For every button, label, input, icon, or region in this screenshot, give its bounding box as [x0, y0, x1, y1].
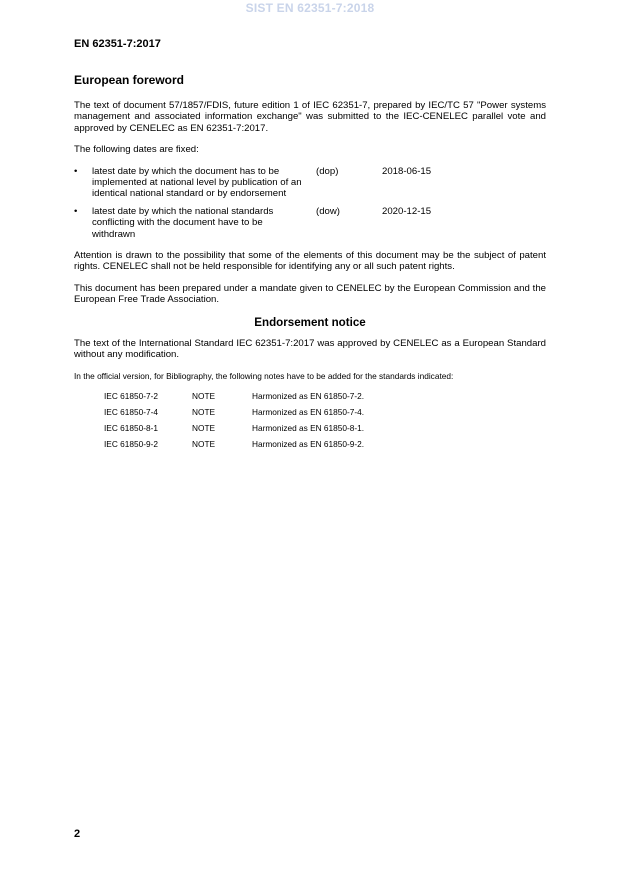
note-type: NOTE	[192, 439, 216, 450]
date-item	[74, 166, 546, 200]
document-id: EN 62351-7:2017	[74, 38, 161, 50]
page-number: 2	[74, 828, 81, 840]
note-standard: IEC 61850-7-4	[104, 406, 158, 417]
date-item-text: latest date by which the document has to be implemented at national level by publication of an identical national standard or by endorsement	[92, 165, 302, 200]
date-item-date: 2018-06-15	[382, 165, 432, 177]
note-type: NOTE	[192, 423, 216, 434]
note-standard: IEC 61850-8-1	[104, 423, 158, 434]
note-text: Harmonized as EN 61850-8-1.	[252, 423, 365, 434]
page-content	[74, 73, 546, 456]
attention-paragraph: Attention is drawn to the possibility that some of the elements of this document may be the subject of patent rights. CENELEC shall not be held responsible for identifying any or all such patent rights.	[74, 250, 546, 273]
date-item-abbr: (dow)	[316, 205, 340, 217]
note-standard: IEC 61850-9-2	[104, 439, 158, 450]
note-type: NOTE	[192, 390, 216, 401]
foreword-intro: The text of document 57/1857/FDIS, future edition 1 of IEC 62351-7, prepared by IEC/TC 57 "Power systems management and associated information exchange" was submitted to the IEC-CENELEC parallel vote and approved by CENELEC as EN 62351-7:2017.	[74, 100, 546, 134]
date-item-text: latest date by which the national standards conflicting with the document have to be withdrawn	[92, 205, 274, 240]
table-row	[104, 439, 364, 455]
note-type: NOTE	[192, 406, 216, 417]
dates-intro: The following dates are fixed:	[74, 144, 199, 156]
note-text: Harmonized as EN 61850-9-2.	[252, 439, 365, 450]
foreword-title: European foreword	[74, 73, 185, 87]
note-text: Harmonized as EN 61850-7-2.	[252, 390, 365, 401]
table-row	[104, 407, 364, 423]
bibliography-notes-table	[104, 391, 364, 456]
dates-list	[74, 166, 546, 240]
watermark-text: SIST EN 62351-7:2018	[245, 1, 375, 15]
table-row	[104, 423, 364, 439]
note-standard: IEC 61850-7-2	[104, 390, 158, 401]
bullet-icon: •	[74, 205, 78, 217]
note-text: Harmonized as EN 61850-7-4.	[252, 406, 365, 417]
date-item	[74, 206, 546, 240]
mandate-paragraph: This document has been prepared under a mandate given to CENELEC by the European Commission and the European Free Trade Association.	[74, 282, 546, 306]
table-row	[104, 391, 364, 407]
date-item-abbr: (dop)	[316, 165, 339, 177]
bibliography-intro: In the official version, for Bibliography, the following notes have to be added for the standards indicated:	[74, 370, 454, 381]
endorsement-title: Endorsement notice	[254, 315, 366, 329]
bullet-icon: •	[74, 165, 78, 177]
endorsement-text: The text of the International Standard IEC 62351-7:2017 was approved by CENELEC as a European Standard without any modification.	[74, 337, 546, 361]
date-item-date: 2020-12-15	[382, 205, 432, 217]
